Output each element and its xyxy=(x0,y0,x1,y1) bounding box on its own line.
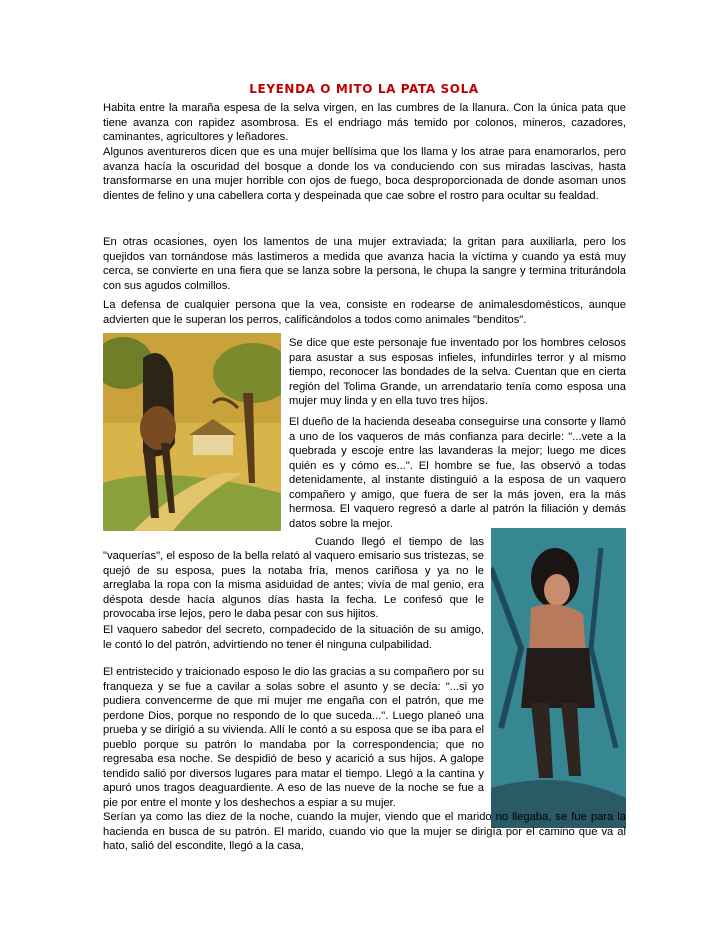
paragraph-otras-ocasiones: En otras ocasiones, oyen los lamentos de una mujer extraviada; la gritan para auxiliarla, pero los quejidos van tornándose más lastimeros a medida que avanza hacia la víctima y cuando ya está muy cerca, se convierte en una fiera que se lanza sobre la persona, le chupa la sangre y termina triturándola con sus agudos colmillos. xyxy=(103,236,626,292)
paragraph-habitat: Habita entre la maraña espesa de la selva virgen, en las cumbres de la llanura. Con la única pata que tiene avanza con rapidez asombrosa. Es el endriago más temido por colonos, mineros, cazadores, caminantes, agricultores y leñadores. xyxy=(103,102,626,143)
painting-pata-sola xyxy=(491,528,626,828)
document-title: LEYENDA O MITO LA PATA SOLA xyxy=(249,82,479,96)
paragraph-diez-noche: Serían ya como las diez de la noche, cuando la mujer, viendo que el marido no llegaba, se fue para la hacienda en busca de su patrón. El marido, cuando vio que la mujer se dirigía por el camino que va al hato, salió del escondite, llegó a la casa, xyxy=(103,811,626,852)
paragraph-vaquero-sabedor: El vaquero sabedor del secreto, compadecido de la situación de su amigo, le contó lo del patrón, advirtiendo no tener él ninguna culpabilidad. xyxy=(103,624,484,651)
paragraph-dueno-hacienda: El dueño de la hacienda deseaba conseguirse una consorte y llamó a uno de los vaqueros de más confianza para decirle: "...vete a la quebrada y escoje entre las lavanderas la mejor; luego me dices quién es y cómo es...". El hombre se fue, las observó a todas detenidamente, al instante distinguió a la esposa de un vaquero compañero y amigo, que fuera de ser la más joven, era la más hermosa. El vaquero regresó a darle al patrón la filiación y demás datos sobre la mejor. xyxy=(289,416,626,530)
paragraph-defensa: La defensa de cualquier persona que la vea, consiste en rodearse de animalesdomésticos, aunque advierten que le superan los perros, calificándolos a todos como animales "benditos". xyxy=(103,299,626,326)
paragraph-esposo-traicionado: El entristecido y traicionado esposo le dio las gracias a su compañero por su franqueza y se fue a cavilar a solas sobre el asunto y se decía: "...si yo pudiera convencerme de que mi mujer me engaña con el patrón, que me perdone Dios, porque no respondo de lo que suceda...". Luego planeó una prueba y se dirigió a su vivienda. Allí le contó a su esposa que se iba para el pueblo porque su patrón lo mandaba por la correspondencia; que no regresaba esa noche. Se despidió de beso y acarició a sus hijos. A galope tendido salió por diversos lugares para matar el tiempo. Llegó a la cantina y apuró unos tragos deaguardiente. A eso de las nueve de la noche se fue a pie por entre el monte y los deshechos a espiar a su mujer. xyxy=(103,666,484,809)
paragraph-se-dice: Se dice que este personaje fue inventado por los hombres celosos para asustar a sus esposas infieles, infundirles terror y al mismo tiempo, reconocer las bondades de la selva. Cuentan que en cierta región del Tolima Grande, un arrendatario tenía como esposa una mujer muy linda y en ella tuvo tres hijos. xyxy=(289,337,626,407)
paragraph-cuando-llego: Cuando llegó el tiempo de las xyxy=(315,536,484,548)
paragraph-vaquerias: "vaquerías", el esposo de la bella relató al vaquero emisario sus tristezas, se quejó de su esposa, pues la notaba fría, menos cariñosa y ya no le arreglaba la ropa con la misma asiduidad de antes; vivía de mal genio, era déspota desde hacía algunos días hasta la fecha. Le confesó que le provocaba irse lejos, pero le daba pesar con sus hijitos. xyxy=(103,550,484,620)
paragraph-aventureros: Algunos aventureros dicen que es una mujer bellísima que los llama y los atrae para enamorarlos, pero avanza hacía la oscuridad del bosque a donde los va conduciendo con sus miradas lascivas, hasta transformarse en una mujer horrible con ojos de fuego, boca desproporcionada de donde asoman unos dientes de felino y una cabellera corta y despeinada que cae sobre el rostro para ocultar su fealdad. xyxy=(103,146,626,202)
painting-woman-in-forest xyxy=(103,333,281,531)
